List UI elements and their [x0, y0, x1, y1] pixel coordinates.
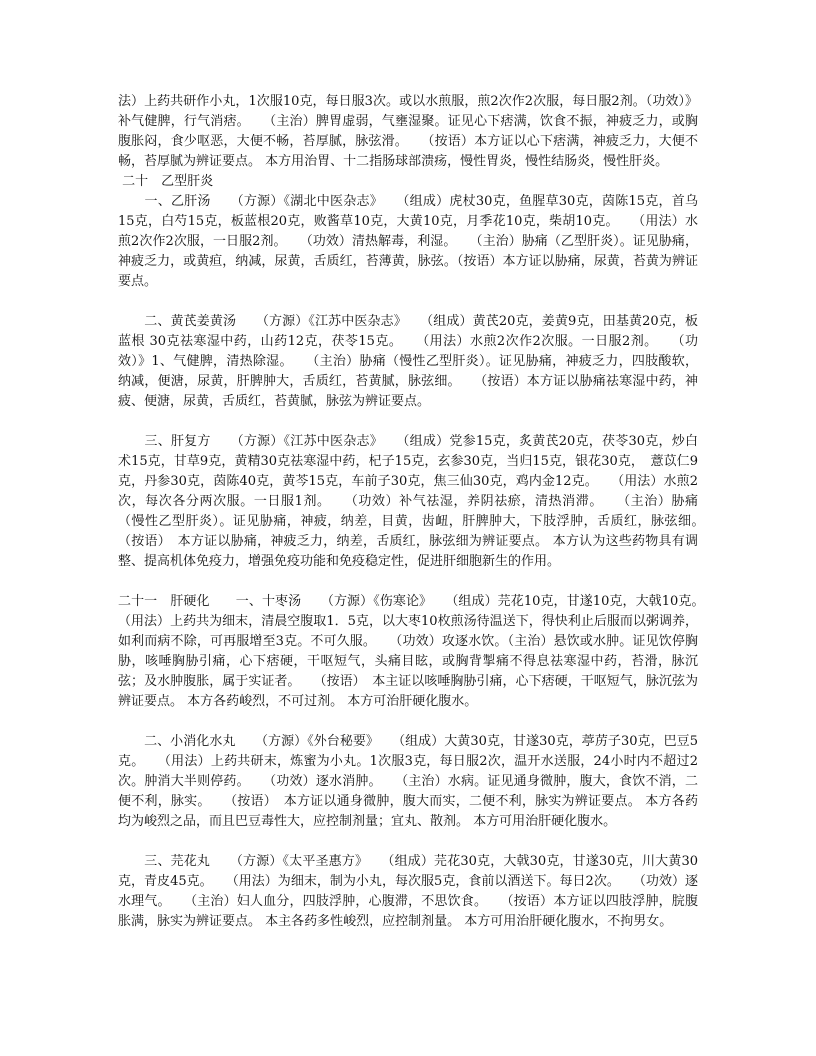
spacer — [118, 412, 698, 432]
document-page — [118, 92, 725, 932]
paragraph-intro: 法）上药共研作小丸，1次服10克，每日服3次。或以水煎服，煎2次作2次服，每日服2剂。（功效）》补气健脾，行气消痞。 （主治）脾胃虚弱，气壅湿聚。证见心下痞满，饮食不振，神疲乏力，或胸腹胀闷，食少呕恶，大便不畅，苔厚腻，脉弦滑。 （按语）本方证以心下痞满，神疲乏力，大便不畅，苔厚腻为辨证要点。 本方用治胃、十二指肠球部溃疡，慢性胃炎，慢性结肠炎，慢性肝炎。 — [118, 94, 698, 169]
paragraph-formula-3: 三、肝复方 （方源）《江苏中医杂志》 （组成）党参15克，炙黄芪20克，茯苓30克，炒白术15克，甘草9克，黄精30克祛寒湿中药，杞子15克，玄参30克，当归15克，银花30克， 薏苡仁9克，丹参30克，茵陈40克，黄芩15克，车前子30克，焦三仙30克，鸡内金12克。 （用法）水煎2次，每次各分两次服。一日服1剂。 （功效）补气祛湿，养阴祛瘀，清热消滞。 （主治）胁痛（慢性乙型肝炎）。证见胁痛，神疲，纳差，目黄，齿衄，肝脾肿大，下肢浮肿，舌质红，脉弦细。 （按语） 本方证以胁痛，神疲乏力，纳差，舌质红，脉弦细为辨证要点。 本方认为这些药物具有调整、提高机体免疫力，增强免疫功能和免疫稳定性，促进肝细胞新生的作用。 — [118, 434, 725, 569]
spacer — [118, 572, 698, 592]
paragraph-cirrhosis-formula-2: 二、小消化水丸 （方源）《外台秘要》 （组成）大黄30克，甘遂30克，葶苈子30克，巴豆5克。 （用法）上药共研末，炼蜜为小丸。1次服3克，每日服2次，温开水送服，24小时内不超过2次。肿消大半则停药。 （功效）逐水消肿。 （主治）水病。证见通身微肿，腹大，食饮不消，二便不利，脉实。 （按语） 本方证以通身微肿，腹大而实，二便不利，脉实为辨证要点。 本方各药均为峻烈之品，而且巴豆毒性大，应控制剂量；宜丸、散剂。 本方可用治肝硬化腹水。 — [118, 734, 698, 829]
section-heading-hepatitis-b: 二十 乙型肝炎 — [118, 174, 214, 189]
spacer — [118, 292, 698, 312]
paragraph-cirrhosis-formula-3: 三、芫花丸 （方源）《太平圣惠方》 （组成）芫花30克，大戟30克，甘遂30克，川大黄30克，青皮45克。 （用法）为细末，制为小丸，每次服5克，食前以酒送下。每日2次。 （功效）逐水理气。 （主治）妇人血分，四肢浮肿，心腹滞，不思饮食。 （按语）本方证以四肢浮肿，脘腹胀满，脉实为辨证要点。 本主各药多性峻烈，应控制剂量。 本方可用治肝硬化腹水，不拘男女。 — [118, 854, 698, 929]
spacer — [118, 712, 698, 732]
spacer — [118, 832, 698, 852]
paragraph-formula-1: 一、乙肝汤 （方源）《湖北中医杂志》 （组成）虎杖30克，鱼腥草30克，茵陈15克，首乌15克，白芍15克，板蓝根20克，败酱草10克，大黄10克，月季花10克，柴胡10克。 （用法）水煎2次作2次服，一日服2剂。 （功效）清热解毒，利湿。 （主治）胁痛（乙型肝炎）。证见胁痛，神疲乏力，或黄疸，纳减，尿黄，舌质红，苔薄黄，脉弦。（按语）本方证以胁痛，尿黄，苔黄为辨证要点。 — [118, 194, 698, 289]
paragraph-formula-2: 二、黄芪姜黄汤 （方源）《江苏中医杂志》 （组成）黄芪20克，姜黄9克，田基黄20克，板蓝根 30克祛寒湿中药，山药12克，茯苓15克。 （用法）水煎2次作2次服。一日服2剂。 （功效）》1、气健脾，清热除湿。 （主治）胁痛（慢性乙型肝炎）。证见胁痛，神疲乏力，四肢酸软，纳减，便溏，尿黄，肝脾肿大，舌质红，苔黄腻，脉弦细。 （按语）本方证以胁痛祛寒湿中药，神疲、便溏，尿黄，舌质红，苔黄腻，脉弦为辨证要点。 — [118, 314, 698, 409]
paragraph-cirrhosis-formula-1: 二十一 肝硬化 一、十枣汤 （方源）《伤寒论》 （组成）芫花10克，甘遂10克，大戟10克。 （用法）上药共为细末，清晨空腹取1．5克，以大枣10枚煎汤待温送下，得快利止后服而以粥调养，如利而病不除，可再服增至3克。不可久服。 （功效）攻逐水饮。（主治）悬饮或水肿。证见饮停胸胁，咳唾胸胁引痛，心下痞硬，干呕短气，头痛目眩，或胸背掣痛不得息祛寒湿中药，苔滑，脉沉弦；及水肿腹胀，属于实证者。 （按语） 本主证以咳唾胸胁引痛，心下痞硬，干呕短气，脉沉弦为辨证要点。 本方各药峻烈，不可过剂。 本方可治肝硬化腹水。 — [118, 594, 725, 709]
